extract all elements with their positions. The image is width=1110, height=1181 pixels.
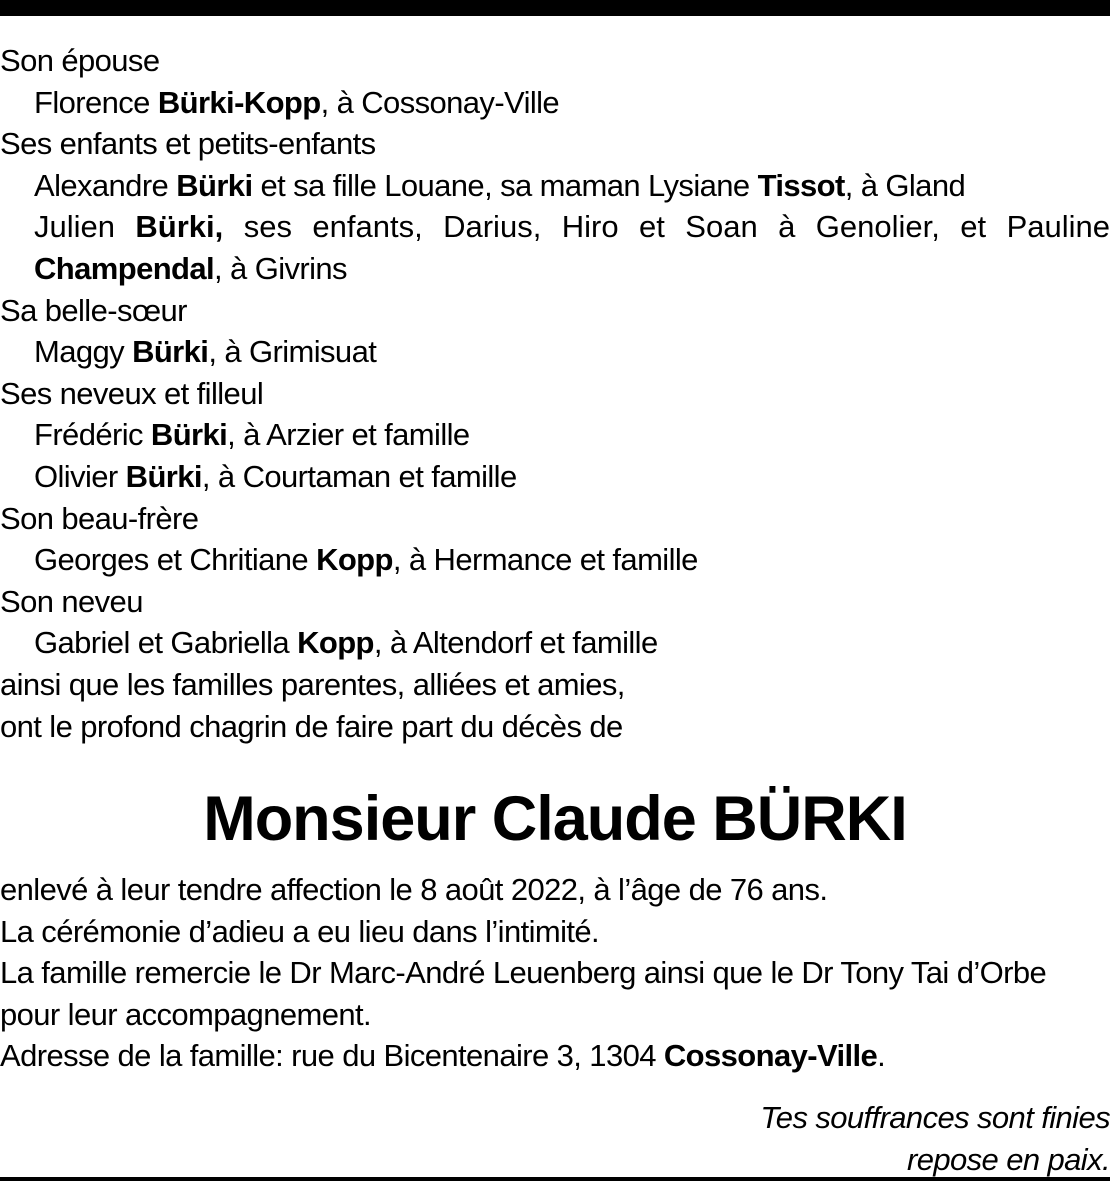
child1-surname2: Tissot [757,167,845,203]
child2-surname2: Champendal [34,250,215,286]
brother-heading: Son beau-frère [0,500,199,536]
nephew2-entry [0,456,1110,498]
nephew1-surname: Bürki [150,417,228,453]
child1-first: Alexandre [34,167,177,203]
deceased-name: Monsieur Claude BÜRKI [203,784,907,855]
sister-place: , à Grimisuat [208,334,377,370]
address-street: Adresse de la famille: rue du Bicentenaire 3, 1304 [0,1038,664,1074]
child2-word: et [960,209,987,245]
nephew1-place: , à Arzier et famille [227,417,470,453]
nephew3-surname: Kopp [297,625,374,661]
child2-entry [0,206,1110,248]
child2-word: enfants, [312,209,423,245]
child2-word: à [778,209,796,245]
nephew-heading: Son neveu [0,583,143,619]
nephew2-place: , à Courtaman et famille [201,458,517,494]
brother-entry [0,539,1110,581]
child2-word: et [639,209,665,245]
epitaph [0,1097,1110,1180]
child2-surname: Bürki, [135,209,224,245]
nephew3-entry [0,622,1110,664]
child2-word: Pauline [1006,209,1110,245]
brother-first: Georges et Chritiane [34,542,317,578]
child1-surname: Bürki [176,167,253,203]
brother-place: , à Hermance et famille [392,542,698,578]
spouse-first: Florence [34,84,158,120]
relatives-line: ainsi que les familles parentes, alliées et amies, [0,666,625,702]
sister-first: Maggy [34,334,133,370]
child1-text: et sa fille Louane, sa maman Lysiane [252,167,758,203]
child2-word: ses [243,209,292,245]
spouse-place: , à Cossonay-Ville [320,84,560,120]
child2-word: Soan [685,209,758,245]
child2-word: Darius, [443,209,542,245]
nephew3-place: , à Altendorf et famille [373,625,658,661]
spouse-entry [0,82,1110,124]
child2-word: Julien [34,209,115,245]
child2-word: Hiro [561,209,619,245]
sister-entry [0,331,1110,373]
child1-place: , à Gland [844,167,966,203]
sister-surname: Bürki [132,334,209,370]
obituary-notice [0,40,1110,1180]
family-address [0,1035,1110,1077]
top-rule [0,0,1110,16]
children-heading: Ses enfants et petits-enfants [0,126,376,162]
nephew1-entry [0,414,1110,456]
announcement-line: ont le profond chagrin de faire part du décès de [0,708,623,744]
ceremony-details: La cérémonie d’adieu a eu lieu dans l’intimité. [0,913,600,949]
child2-place: , à Givrins [214,250,347,286]
address-city: Cossonay-Ville [663,1038,878,1074]
thanks-line: La famille remercie le Dr Marc-André Leuenberg ainsi que le Dr Tony Tai d’Orbe [0,955,1047,991]
nephew1-first: Frédéric [34,417,151,453]
epitaph-line: repose en paix. [907,1141,1110,1177]
child2-entry-cont [0,248,1110,290]
bottom-rule [0,1177,1110,1181]
spouse-heading: Son épouse [0,43,160,78]
child2-word: Genolier, [815,209,940,245]
death-details: enlevé à leur tendre affection le 8 août 2022, à l’âge de 76 ans. [0,872,828,908]
nephew2-surname: Bürki [125,458,202,494]
nephew2-first: Olivier [34,458,126,494]
nephews-heading: Ses neveux et filleul [0,375,264,411]
epitaph-line: Tes souffrances sont finies [760,1100,1110,1136]
thanks-line-cont: pour leur accompagnement. [0,996,372,1032]
spouse-surname: Bürki-Kopp [157,84,321,120]
brother-surname: Kopp [316,542,393,578]
nephew3-first: Gabriel et Gabriella [34,625,298,661]
child1-entry [0,165,1110,207]
sister-heading: Sa belle-sœur [0,292,187,328]
address-period: . [877,1038,886,1074]
